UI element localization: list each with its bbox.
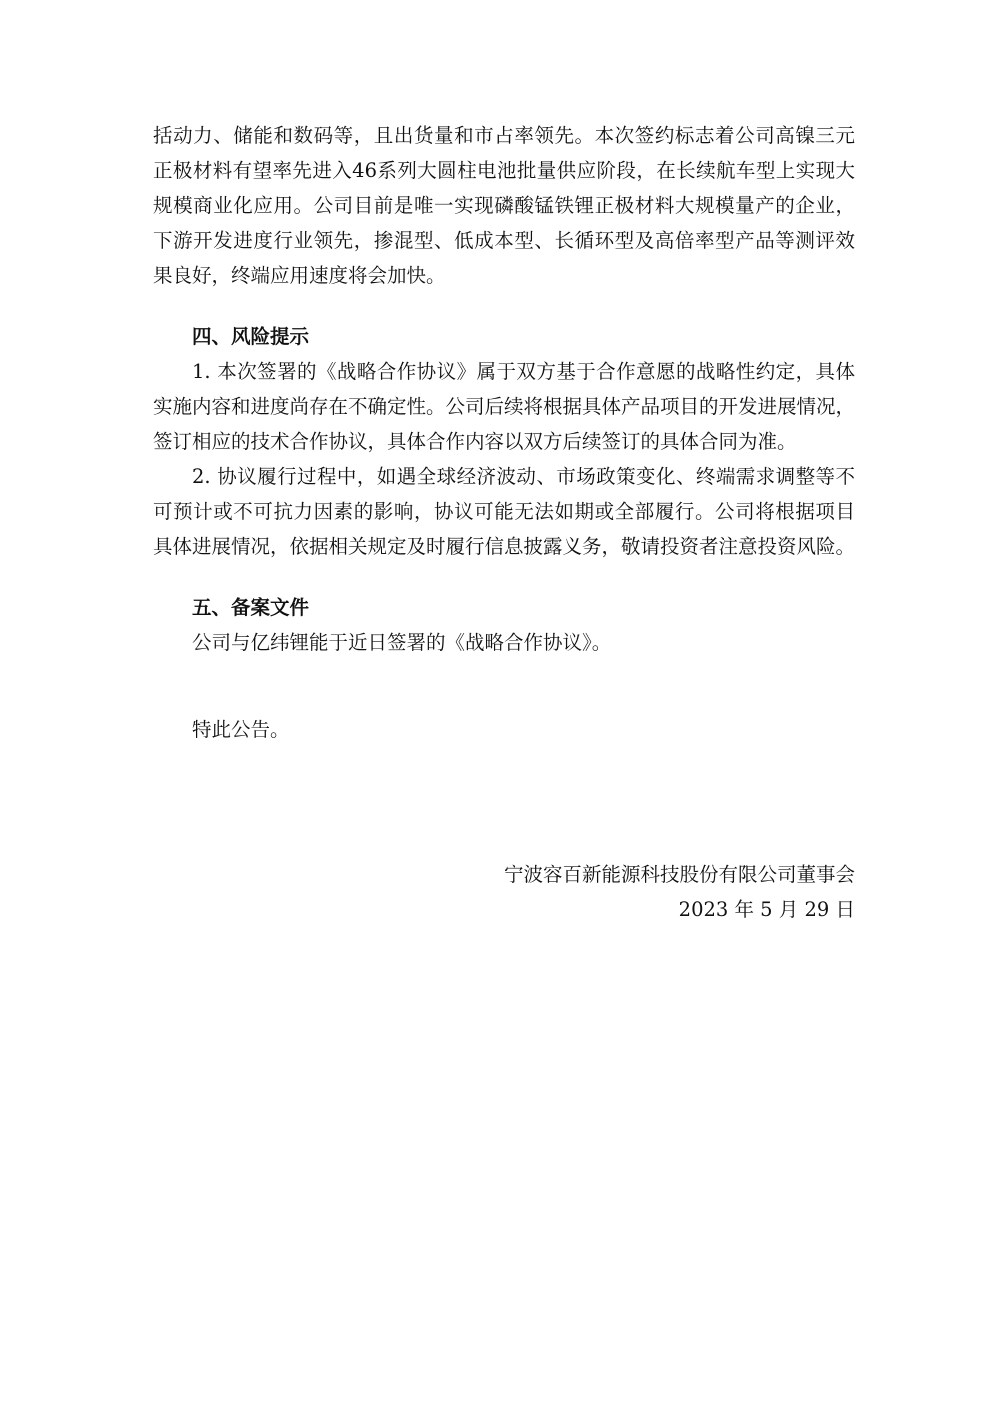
text-line: 下游开发进度行业领先，掺混型、低成本型、长循环型及高倍率型产品等测评效 (153, 229, 855, 252)
text-line: 1. 本次签署的《战略合作协议》属于双方基于合作意愿的战略性约定，具体 (192, 360, 855, 383)
text-line: 实施内容和进度尚存在不确定性。公司后续将根据具体产品项目的开发进展情况， (153, 395, 855, 418)
section5-heading: 五、备案文件 (192, 596, 310, 619)
section4-heading: 四、风险提示 (192, 325, 310, 348)
signature-date: 2023 年 5 月 29 日 (678, 898, 855, 921)
filing-document-text: 公司与亿纬锂能于近日签署的《战略合作协议》。 (192, 631, 612, 654)
text-line: 果良好，终端应用速度将会加快。 (153, 264, 446, 287)
text-line: 签订相应的技术合作协议，具体合作内容以双方后续签订的具体合同为准。 (153, 430, 797, 453)
section3-tail-paragraph (153, 118, 855, 293)
text-line: 规模商业化应用。公司目前是唯一实现磷酸锰铁锂正极材料大规模量产的企业， (153, 194, 855, 217)
text-line: 可预计或不可抗力因素的影响，协议可能无法如期或全部履行。公司将根据项目 (153, 500, 855, 523)
signature-company: 宁波容百新能源科技股份有限公司董事会 (503, 863, 855, 886)
closing-text: 特此公告。 (192, 718, 290, 741)
text-line: 括动力、储能和数码等，且出货量和市占率领先。本次签约标志着公司高镍三元 (153, 124, 855, 147)
risk-paragraph-2 (153, 459, 855, 564)
risk-paragraph-1 (153, 354, 855, 459)
text-line: 具体进展情况，依据相关规定及时履行信息披露义务，敬请投资者注意投资风险。 (153, 535, 855, 558)
text-line: 2. 协议履行过程中，如遇全球经济波动、市场政策变化、终端需求调整等不 (192, 465, 855, 488)
text-line: 正极材料有望率先进入46系列大圆柱电池批量供应阶段，在长续航车型上实现大 (153, 159, 855, 182)
document-page (153, 118, 855, 927)
